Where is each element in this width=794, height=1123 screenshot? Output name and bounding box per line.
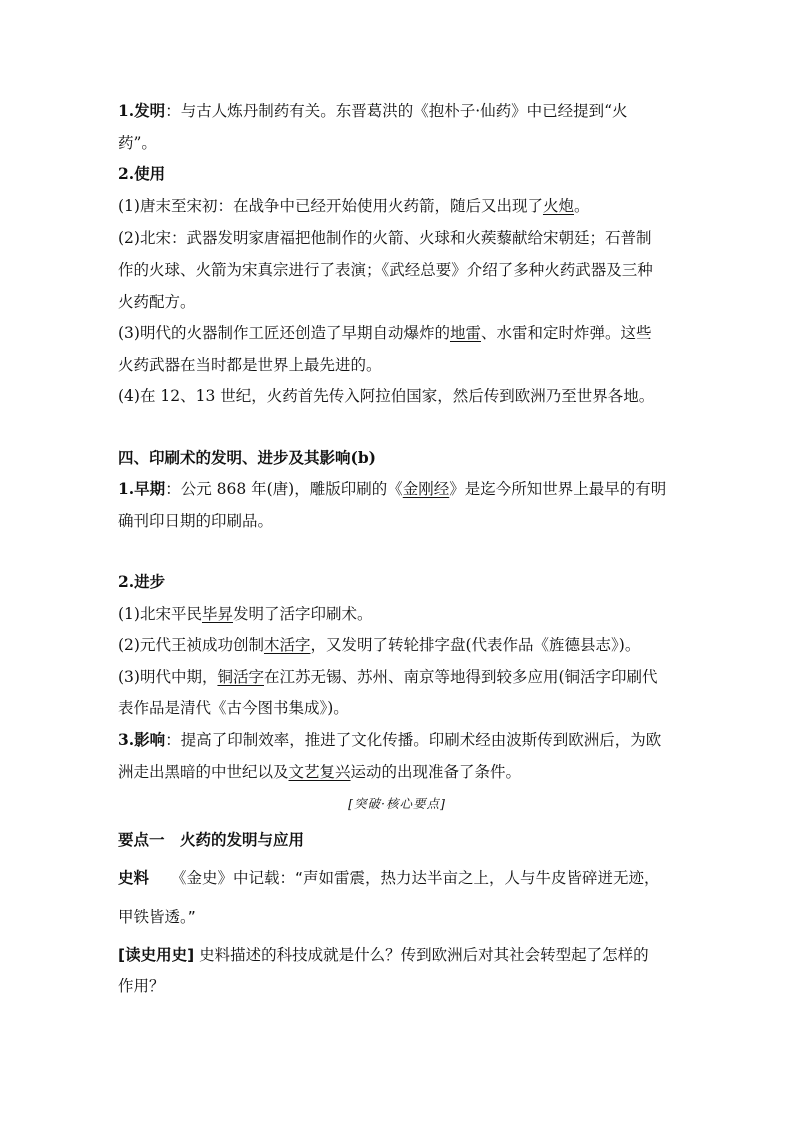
impact-line-1 bbox=[118, 729, 688, 751]
printing-heading: 四、印刷术的发明、进步及其影响(b) bbox=[118, 448, 377, 467]
use-item-3a bbox=[118, 322, 688, 344]
use-3-underlined: 地雷 bbox=[449, 324, 481, 342]
source-label: 史料 bbox=[118, 869, 150, 887]
use-1-underlined: 火炮 bbox=[542, 197, 574, 215]
impact-2-end: 运动的出现准备了条件。 bbox=[350, 763, 522, 781]
p2-underlined: 木活字 bbox=[263, 636, 311, 654]
invention-label: 1.发明 bbox=[118, 101, 166, 120]
invention-line-1 bbox=[118, 100, 688, 122]
p2-text: (2)元代王祯成功创制 bbox=[118, 636, 264, 654]
use-title: 2.使用 bbox=[118, 164, 166, 183]
use-item-3b: 火药武器在当时都是世界上最先进的。 bbox=[118, 356, 382, 374]
question-line-2: 作用？ bbox=[118, 977, 165, 995]
impact-2-text: 洲走出黑暗的中世纪以及 bbox=[118, 763, 289, 781]
impact-text: ：提高了印制效率，推进了文化传播。印刷术经由波斯传到欧洲后，为欧 bbox=[165, 731, 662, 749]
early-underlined: 金刚经 bbox=[402, 480, 450, 498]
impact-2-underlined: 文艺复兴 bbox=[288, 763, 351, 781]
source-line-2: 甲铁皆透。” bbox=[118, 908, 196, 926]
p1-end: 发明了活字印刷术。 bbox=[232, 605, 373, 623]
impact-label: 3.影响 bbox=[118, 730, 166, 749]
early-label: 1.早期 bbox=[118, 479, 166, 498]
invention-text-cont: 药”。 bbox=[118, 134, 157, 152]
use-item-2b: 作的火球、火箭为宋真宗进行了表演；《武经总要》介绍了多种火药武器及三种 bbox=[118, 261, 653, 279]
use-item-2a: (2)北宋：武器发明家唐福把他制作的火箭、火球和火蒺藜献给宋朝廷；石普制 bbox=[118, 229, 652, 247]
use-item-4: (4)在 12、13 世纪，火药首先传入阿拉伯国家，然后传到欧洲乃至世界各地。 bbox=[118, 387, 655, 405]
use-item-2c: 火药配方。 bbox=[118, 293, 196, 311]
invention-text: ：与古人炼丹制药有关。东晋葛洪的《抱朴子·仙药》中已经提到“火 bbox=[165, 102, 628, 120]
printing-early-line-1 bbox=[118, 478, 688, 500]
progress-item-3a bbox=[118, 666, 688, 688]
progress-item-3b: 表作品是清代《古今图书集成》)。 bbox=[118, 699, 349, 717]
early-end: 》是迄今所知世界上最早的有明 bbox=[449, 480, 667, 498]
p3-underlined: 铜活字 bbox=[217, 668, 264, 686]
source-text: 《金史》中记载：“声如雷震，热力达半亩之上，人与牛皮皆碎迸无迹， bbox=[171, 869, 660, 887]
progress-item-2 bbox=[118, 634, 688, 656]
impact-line-2 bbox=[118, 761, 688, 783]
use-1-text: (1)唐末至宋初：在战争中已经开始使用火药箭，随后又出现了 bbox=[118, 197, 543, 215]
question-text: 史料描述的科技成就是什么？传到欧洲后对其社会转型起了怎样的 bbox=[199, 946, 649, 964]
source-line-1 bbox=[118, 867, 688, 889]
invention-line-2 bbox=[118, 132, 688, 154]
p2-end: ，又发明了转轮排字盘(代表作品《旌德县志》)。 bbox=[310, 636, 641, 654]
printing-early-line-2: 确刊印日期的印刷品。 bbox=[118, 512, 274, 530]
progress-title: 2.进步 bbox=[118, 572, 166, 591]
p3-end: 在江苏无锡、苏州、南京等地得到较多应用(铜活字印刷代 bbox=[263, 668, 658, 686]
question-label: [读史用史] bbox=[118, 946, 195, 964]
key-point-title: 要点一 火药的发明与应用 bbox=[118, 831, 305, 849]
question-line-1 bbox=[118, 944, 688, 966]
use-item-1 bbox=[118, 195, 688, 217]
use-1-end: 。 bbox=[573, 197, 590, 215]
p1-text: (1)北宋平民 bbox=[118, 605, 202, 623]
progress-item-1 bbox=[118, 603, 688, 625]
use-3-text: (3)明代的火器制作工匠还创造了早期自动爆炸的 bbox=[118, 324, 450, 342]
use-3-end: 、水雷和定时炸弹。这些 bbox=[480, 324, 652, 342]
p1-underlined: 毕昇 bbox=[201, 605, 233, 623]
breakthrough-banner: [突破·核心要点] bbox=[348, 796, 446, 811]
early-text: ：公元 868 年(唐)，雕版印刷的《 bbox=[165, 480, 403, 498]
p3-text: (3)明代中期， bbox=[118, 668, 218, 686]
